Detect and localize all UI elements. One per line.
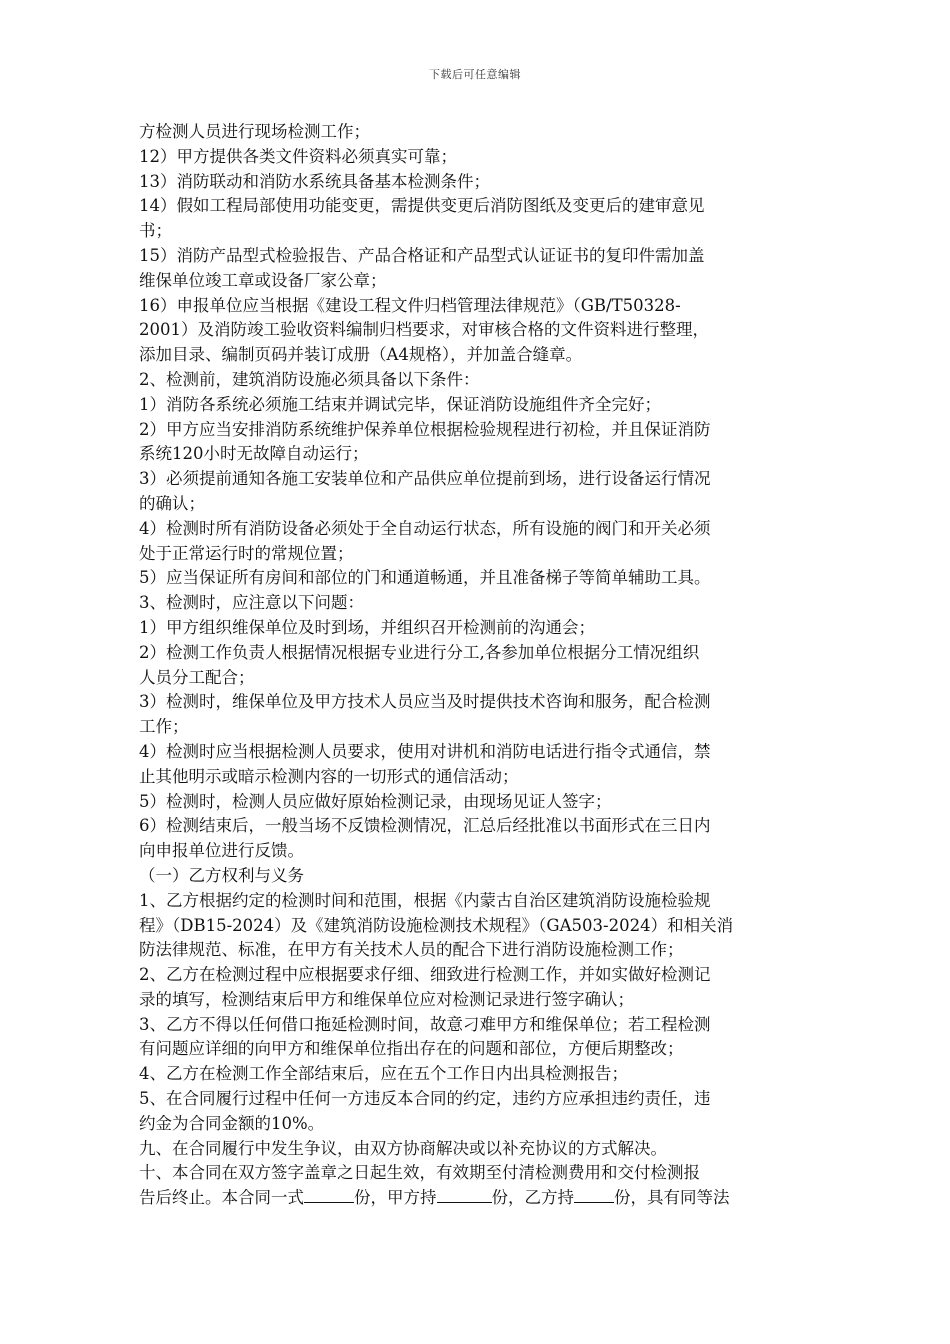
- text-line: 录的填写，检测结束后甲方和维保单位应对检测记录进行签字确认；: [139, 989, 634, 1009]
- text-line: 的确认；: [139, 493, 205, 513]
- text-line: 书；: [139, 221, 172, 241]
- text-line: 3、乙方不得以任何借口拖延检测时间，故意刁难甲方和维保单位；若工程检测: [139, 1014, 711, 1034]
- text-line: 14）假如工程局部使用功能变更，需提供变更后消防图纸及变更后的建审意见: [139, 196, 705, 216]
- last-line-part2: 份，甲方持: [354, 1188, 437, 1208]
- text-line: 4）检测时所有消防设备必须处于全自动运行状态，所有设施的阀门和开关必须: [139, 518, 711, 538]
- clause-line: 十、本合同在双方签字盖章之日起生效，有效期至付清检测费用和交付检测报: [139, 1163, 700, 1183]
- section-heading: （一）乙方权利与义务: [139, 865, 304, 885]
- text-line: 5）检测时，检测人员应做好原始检测记录，由现场见证人签字；: [139, 791, 612, 811]
- text-line: 2）甲方应当安排消防系统维护保养单位根据检验规程进行初检，并且保证消防: [139, 419, 711, 439]
- text-line: 程》（DB15-2024）及《建筑消防设施检测技术规程》（GA503-2024）和相关消: [139, 915, 734, 935]
- text-line: 有问题应详细的向甲方和维保单位指出存在的问题和部位，方便后期整改；: [139, 1039, 684, 1059]
- text-line: 5）应当保证所有房间和部位的门和通道畅通，并且准备梯子等简单辅助工具。: [139, 568, 711, 588]
- text-line: 2、乙方在检测过程中应根据要求仔细、细致进行检测工作，并如实做好检测记: [139, 965, 711, 985]
- text-line: 添加目录、编制页码并装订成册（A4规格），并加盖合缝章。: [139, 345, 583, 365]
- text-line: 12）甲方提供各类文件资料必须真实可靠；: [139, 146, 457, 166]
- section-heading: 2、检测前，建筑消防设施必须具备以下条件：: [139, 369, 480, 389]
- text-line: 系统120小时无故障自动运行；: [139, 444, 369, 464]
- copies-total-blank: [304, 1186, 354, 1203]
- text-line: 方检测人员进行现场检测工作；: [139, 122, 370, 141]
- clause-line: 九、在合同履行中发生争议，由双方协商解决或以补充协议的方式解决。: [139, 1138, 667, 1158]
- text-line: 2001）及消防竣工验收资料编制归档要求，对审核合格的文件资料进行整理，: [139, 320, 709, 340]
- copies-party-a-blank: [437, 1186, 492, 1203]
- text-line: 15）消防产品型式检验报告、产品合格证和产品型式认证证书的复印件需加盖: [139, 245, 705, 265]
- document-body: [139, 120, 811, 1211]
- text-line: 16）申报单位应当根据《建设工程文件归档管理法律规范》（GB/T50328-: [139, 295, 681, 315]
- text-line: 1）消防各系统必须施工结束并调试完毕，保证消防设施组件齐全完好；: [139, 394, 661, 414]
- text-line: 3）检测时，维保单位及甲方技术人员应当及时提供技术咨询和服务，配合检测: [139, 692, 711, 712]
- text-line: 6）检测结束后，一般当场不反馈检测情况，汇总后经批准以书面形式在三日内: [139, 816, 711, 836]
- text-line: 维保单位竣工章或设备厂家公章；: [139, 270, 387, 290]
- text-line: 4、乙方在检测工作全部结束后，应在五个工作日内出具检测报告；: [139, 1064, 628, 1084]
- text-line: 人员分工配合；: [139, 667, 255, 687]
- text-line: 13）消防联动和消防水系统具备基本检测条件；: [139, 171, 490, 191]
- text-line: 1、乙方根据约定的检测时间和范围，根据《内蒙古自治区建筑消防设施检验规: [139, 890, 711, 910]
- text-line: 3）必须提前通知各施工安装单位和产品供应单位提前到场，进行设备运行情况: [139, 469, 711, 489]
- text-line: 向申报单位进行反馈。: [139, 841, 304, 861]
- text-line: 止其他明示或暗示检测内容的一切形式的通信活动；: [139, 766, 519, 786]
- text-line: 1）甲方组织维保单位及时到场，并组织召开检测前的沟通会；: [139, 617, 595, 637]
- last-line: [139, 1186, 811, 1211]
- text-line: 4）检测时应当根据检测人员要求，使用对讲机和消防电话进行指令式通信，禁: [139, 741, 711, 761]
- text-line: 约金为合同金额的10%。: [139, 1113, 325, 1133]
- text-line: 2）检测工作负责人根据情况根据专业进行分工,各参加单位根据分工情况组织: [139, 642, 700, 662]
- last-line-part3: 份，乙方持: [491, 1188, 574, 1208]
- copies-party-b-blank: [574, 1186, 614, 1203]
- text-line: 工作；: [139, 717, 189, 737]
- section-heading: 3、检测时，应注意以下问题：: [139, 593, 364, 613]
- text-line: 5、在合同履行过程中任何一方违反本合同的约定，违约方应承担违约责任，违: [139, 1089, 711, 1109]
- page-header: 下载后可任意编辑: [429, 68, 521, 81]
- last-line-part1: 告后终止。本合同一式: [139, 1188, 304, 1208]
- text-line: 防法律规范、标准，在甲方有关技术人员的配合下进行消防设施检测工作；: [139, 940, 684, 960]
- text-line: 处于正常运行时的常规位置；: [139, 543, 354, 563]
- last-line-part4: 份，具有同等法: [614, 1188, 730, 1208]
